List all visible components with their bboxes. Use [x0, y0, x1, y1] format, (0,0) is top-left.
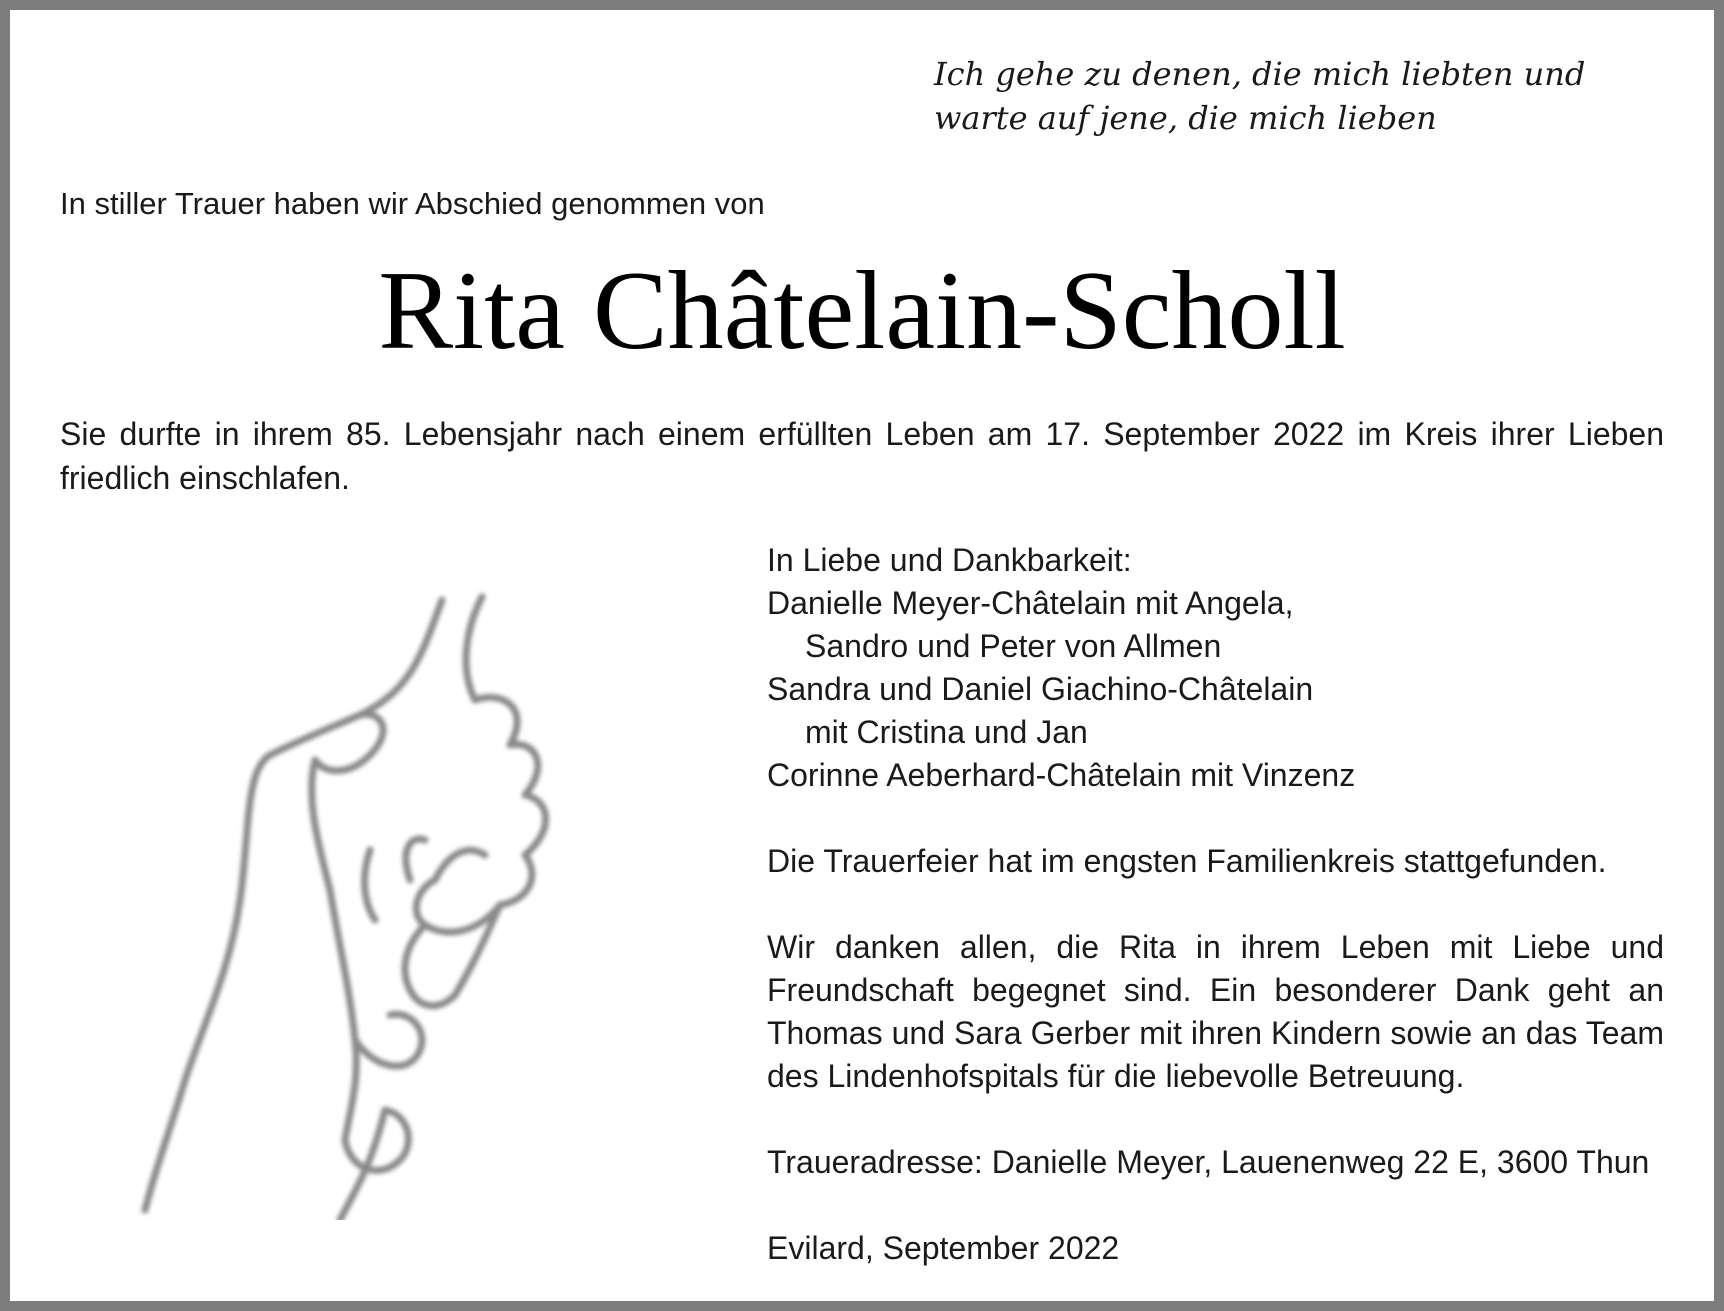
mourner-line: mit Cristina und Jan	[805, 714, 1088, 750]
spacer	[767, 797, 1664, 840]
thanks-line: des Lindenhofspitals für die liebevolle Betreuung.	[767, 1058, 1465, 1094]
mourner-line: Corinne Aeberhard-Châtelain mit Vinzenz	[767, 757, 1356, 793]
place-and-date: Evilard, September 2022	[767, 1230, 1120, 1266]
thanks-line: Thomas und Sara Gerber mit ihren Kindern sowie an das Team	[767, 1015, 1664, 1051]
thanks-line: Freundschaft begegnet sind. Ein besonderer Dank geht an	[767, 972, 1664, 1008]
spacer	[767, 883, 1664, 926]
mourning-address: Traueradresse: Danielle Meyer, Lauenenweg 22 E, 3600 Thun	[767, 1144, 1650, 1180]
motto-quote	[934, 52, 1634, 140]
holding-hands-icon	[110, 570, 670, 1220]
spacer	[767, 1098, 1664, 1141]
spacer	[767, 1184, 1664, 1227]
text-column	[767, 539, 1664, 1270]
mourners-heading: In Liebe und Dankbarkeit:	[767, 542, 1132, 578]
mourner-line: Sandra und Daniel Giachino-Châtelain	[767, 671, 1314, 707]
mourner-line: Sandro und Peter von Allmen	[805, 628, 1222, 664]
motto-line-2: warte auf jene, die mich lieben	[934, 99, 1437, 137]
obituary-notice	[10, 10, 1714, 1301]
intro-text: In stiller Trauer haben wir Abschied genommen von	[60, 186, 765, 221]
mourner-line: Danielle Meyer-Châtelain mit Angela,	[767, 585, 1294, 621]
motto-line-1: Ich gehe zu denen, die mich liebten und	[934, 55, 1586, 93]
death-statement: Sie durfte in ihrem 85. Lebensjahr nach einem erfüllten Leben am 17. September 2022 im Kreis ihrer Lieben friedlich einschlafen.	[60, 416, 1664, 496]
deceased-name: Rita Châtelain-Scholl	[378, 249, 1346, 373]
thanks-line: Wir danken allen, die Rita in ihrem Leben mit Liebe und	[767, 929, 1664, 965]
ceremony-note: Die Trauerfeier hat im engsten Familienkreis stattgefunden.	[767, 843, 1607, 879]
